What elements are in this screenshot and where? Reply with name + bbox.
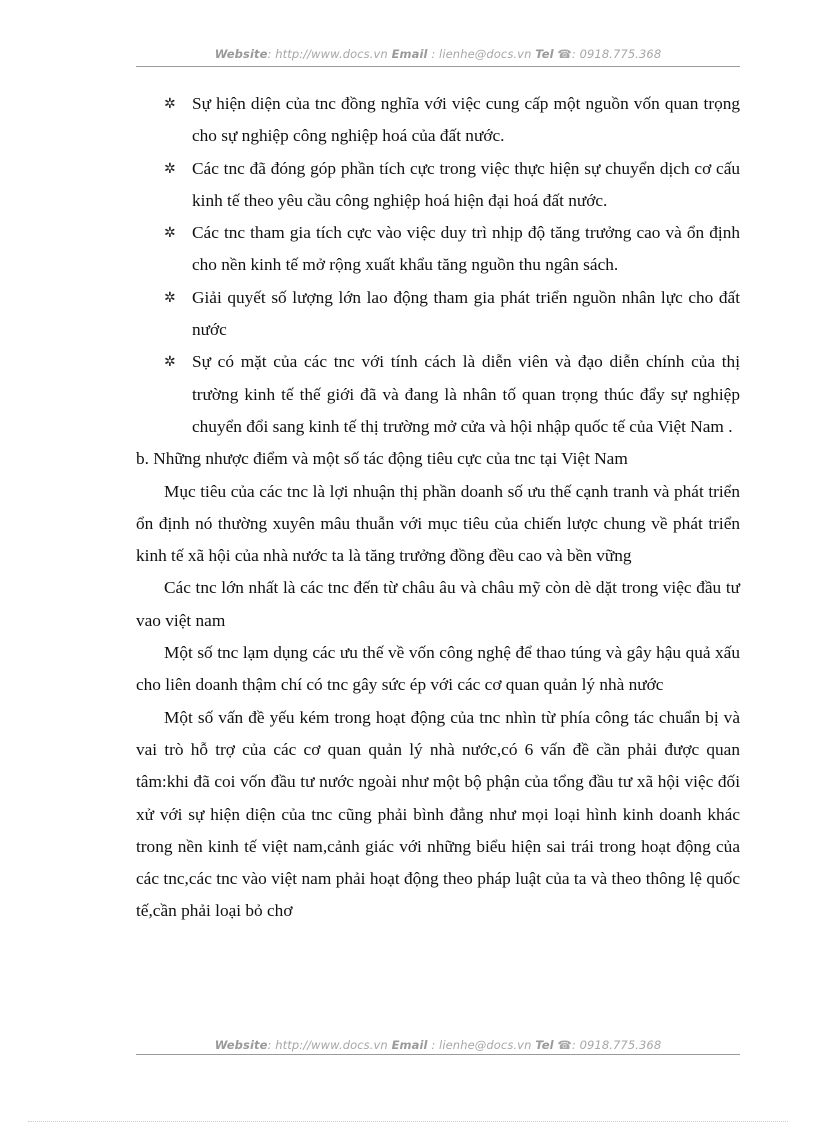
sun-star-icon: ✲ — [164, 225, 176, 242]
footer-email-value: : lienhe@docs.vn — [431, 1038, 532, 1052]
footer-tel-value: : 0918.775.368 — [571, 1038, 662, 1052]
header-rule — [136, 66, 740, 67]
footer-email-label: Email — [391, 1038, 428, 1052]
phone-icon: ☎ — [557, 47, 572, 61]
section-heading: b. Những nhược điểm và một số tác động tiêu cực của tnc tại Việt Nam — [136, 449, 628, 469]
bullet-text: Các tnc đã đóng góp phần tích cực trong việc thực hiện sự chuyển dịch cơ cấu kinh tế theo yêu cầu công nghiệp hoá hiện đại hoá đất nước. — [192, 158, 740, 210]
header-tel-value: : 0918.775.368 — [571, 47, 662, 61]
bullet-text: Sự có mặt của các tnc với tính cách là diễn viên và đạo diễn chính của thị trường kinh tế thế giới đã và đang là nhân tố quan trọng thúc đẩy sự nghiệp chuyển đổi sang kinh tế thị trường mở cửa và hội nhập quốc tế của Việt Nam . — [192, 352, 740, 436]
bullet-text: Giải quyết số lượng lớn lao động tham gia phát triển nguồn nhân lực cho đất nước — [192, 287, 740, 340]
document-body — [136, 88, 740, 928]
body-paragraph: Một số vấn đề yếu kém trong hoạt động của tnc nhìn từ phía công tác chuẩn bị và vai trò hỗ trợ của các cơ quan quản lý nhà nước,có 6 vấn đề cần phải được quan tâm:khi đã coi vốn đầu tư nước ngoài như một bộ phận của tổng đầu tư xã hội việc đối xử với sự hiện diện của tnc cũng phải bình đẳng như mọi loại hình kinh doanh khác trong nền kinh tế việt nam,cảnh giác với những biểu hiện sai trái trong hoạt động của các tnc,các tnc vào việt nam phải hoạt động theo pháp luật của ta và theo thông lệ quốc tế,cần phải loại bỏ chơ — [136, 707, 740, 921]
bullet-item — [136, 217, 740, 282]
sun-star-icon: ✲ — [164, 289, 176, 306]
footer-website-label: Website — [214, 1038, 268, 1052]
bullet-item — [136, 88, 740, 153]
footer-website-value: : http://www.docs.vn — [267, 1038, 388, 1052]
bullet-text: Sự hiện diện của tnc đồng nghĩa với việc cung cấp một nguồn vốn quan trọng cho sự nghiệp công nghiệp hoá của đất nước. — [192, 94, 740, 146]
sun-star-icon: ✲ — [164, 354, 176, 371]
sun-star-icon: ✲ — [164, 160, 176, 177]
body-paragraph: Một số tnc lạm dụng các ưu thế về vốn công nghệ để thao túng và gây hậu quả xấu cho liên doanh thậm chí có tnc gây sức ép với các cơ quan quản lý nhà nước — [136, 643, 740, 695]
bullet-item — [136, 153, 740, 218]
header-tel-label: Tel — [535, 47, 554, 61]
footer-tel-label: Tel — [535, 1038, 554, 1052]
body-paragraph: Các tnc lớn nhất là các tnc đến từ châu âu và châu mỹ còn dè dặt trong việc đầu tư vao việt nam — [136, 578, 740, 630]
bullet-text: Các tnc tham gia tích cực vào việc duy trì nhịp độ tăng trưởng cao và ổn định cho nền kinh tế mở rộng xuất khẩu tăng nguồn thu ngân sách. — [192, 223, 740, 275]
footer-rule — [136, 1054, 740, 1055]
header-website-label: Website — [214, 47, 268, 61]
header-email-value: : lienhe@docs.vn — [431, 47, 532, 61]
header-email-label: Email — [391, 47, 428, 61]
phone-icon: ☎ — [557, 1038, 572, 1052]
bullet-item — [136, 346, 740, 443]
page-header — [136, 47, 740, 61]
page-footer — [136, 1038, 740, 1052]
body-paragraph: Mục tiêu của các tnc là lợi nhuận thị phần doanh số ưu thế cạnh tranh và phát triển ổn định nó thường xuyên mâu thuẫn với mục tiêu của chiến lược chung về phát triển kinh tế xã hội của nhà nước ta là tăng trưởng đồng đều cao và bền vững — [136, 481, 740, 566]
page-bottom-dotted-line — [28, 1121, 788, 1122]
sun-star-icon: ✲ — [164, 96, 176, 112]
header-website-value: : http://www.docs.vn — [267, 47, 388, 61]
bullet-item — [136, 282, 740, 347]
